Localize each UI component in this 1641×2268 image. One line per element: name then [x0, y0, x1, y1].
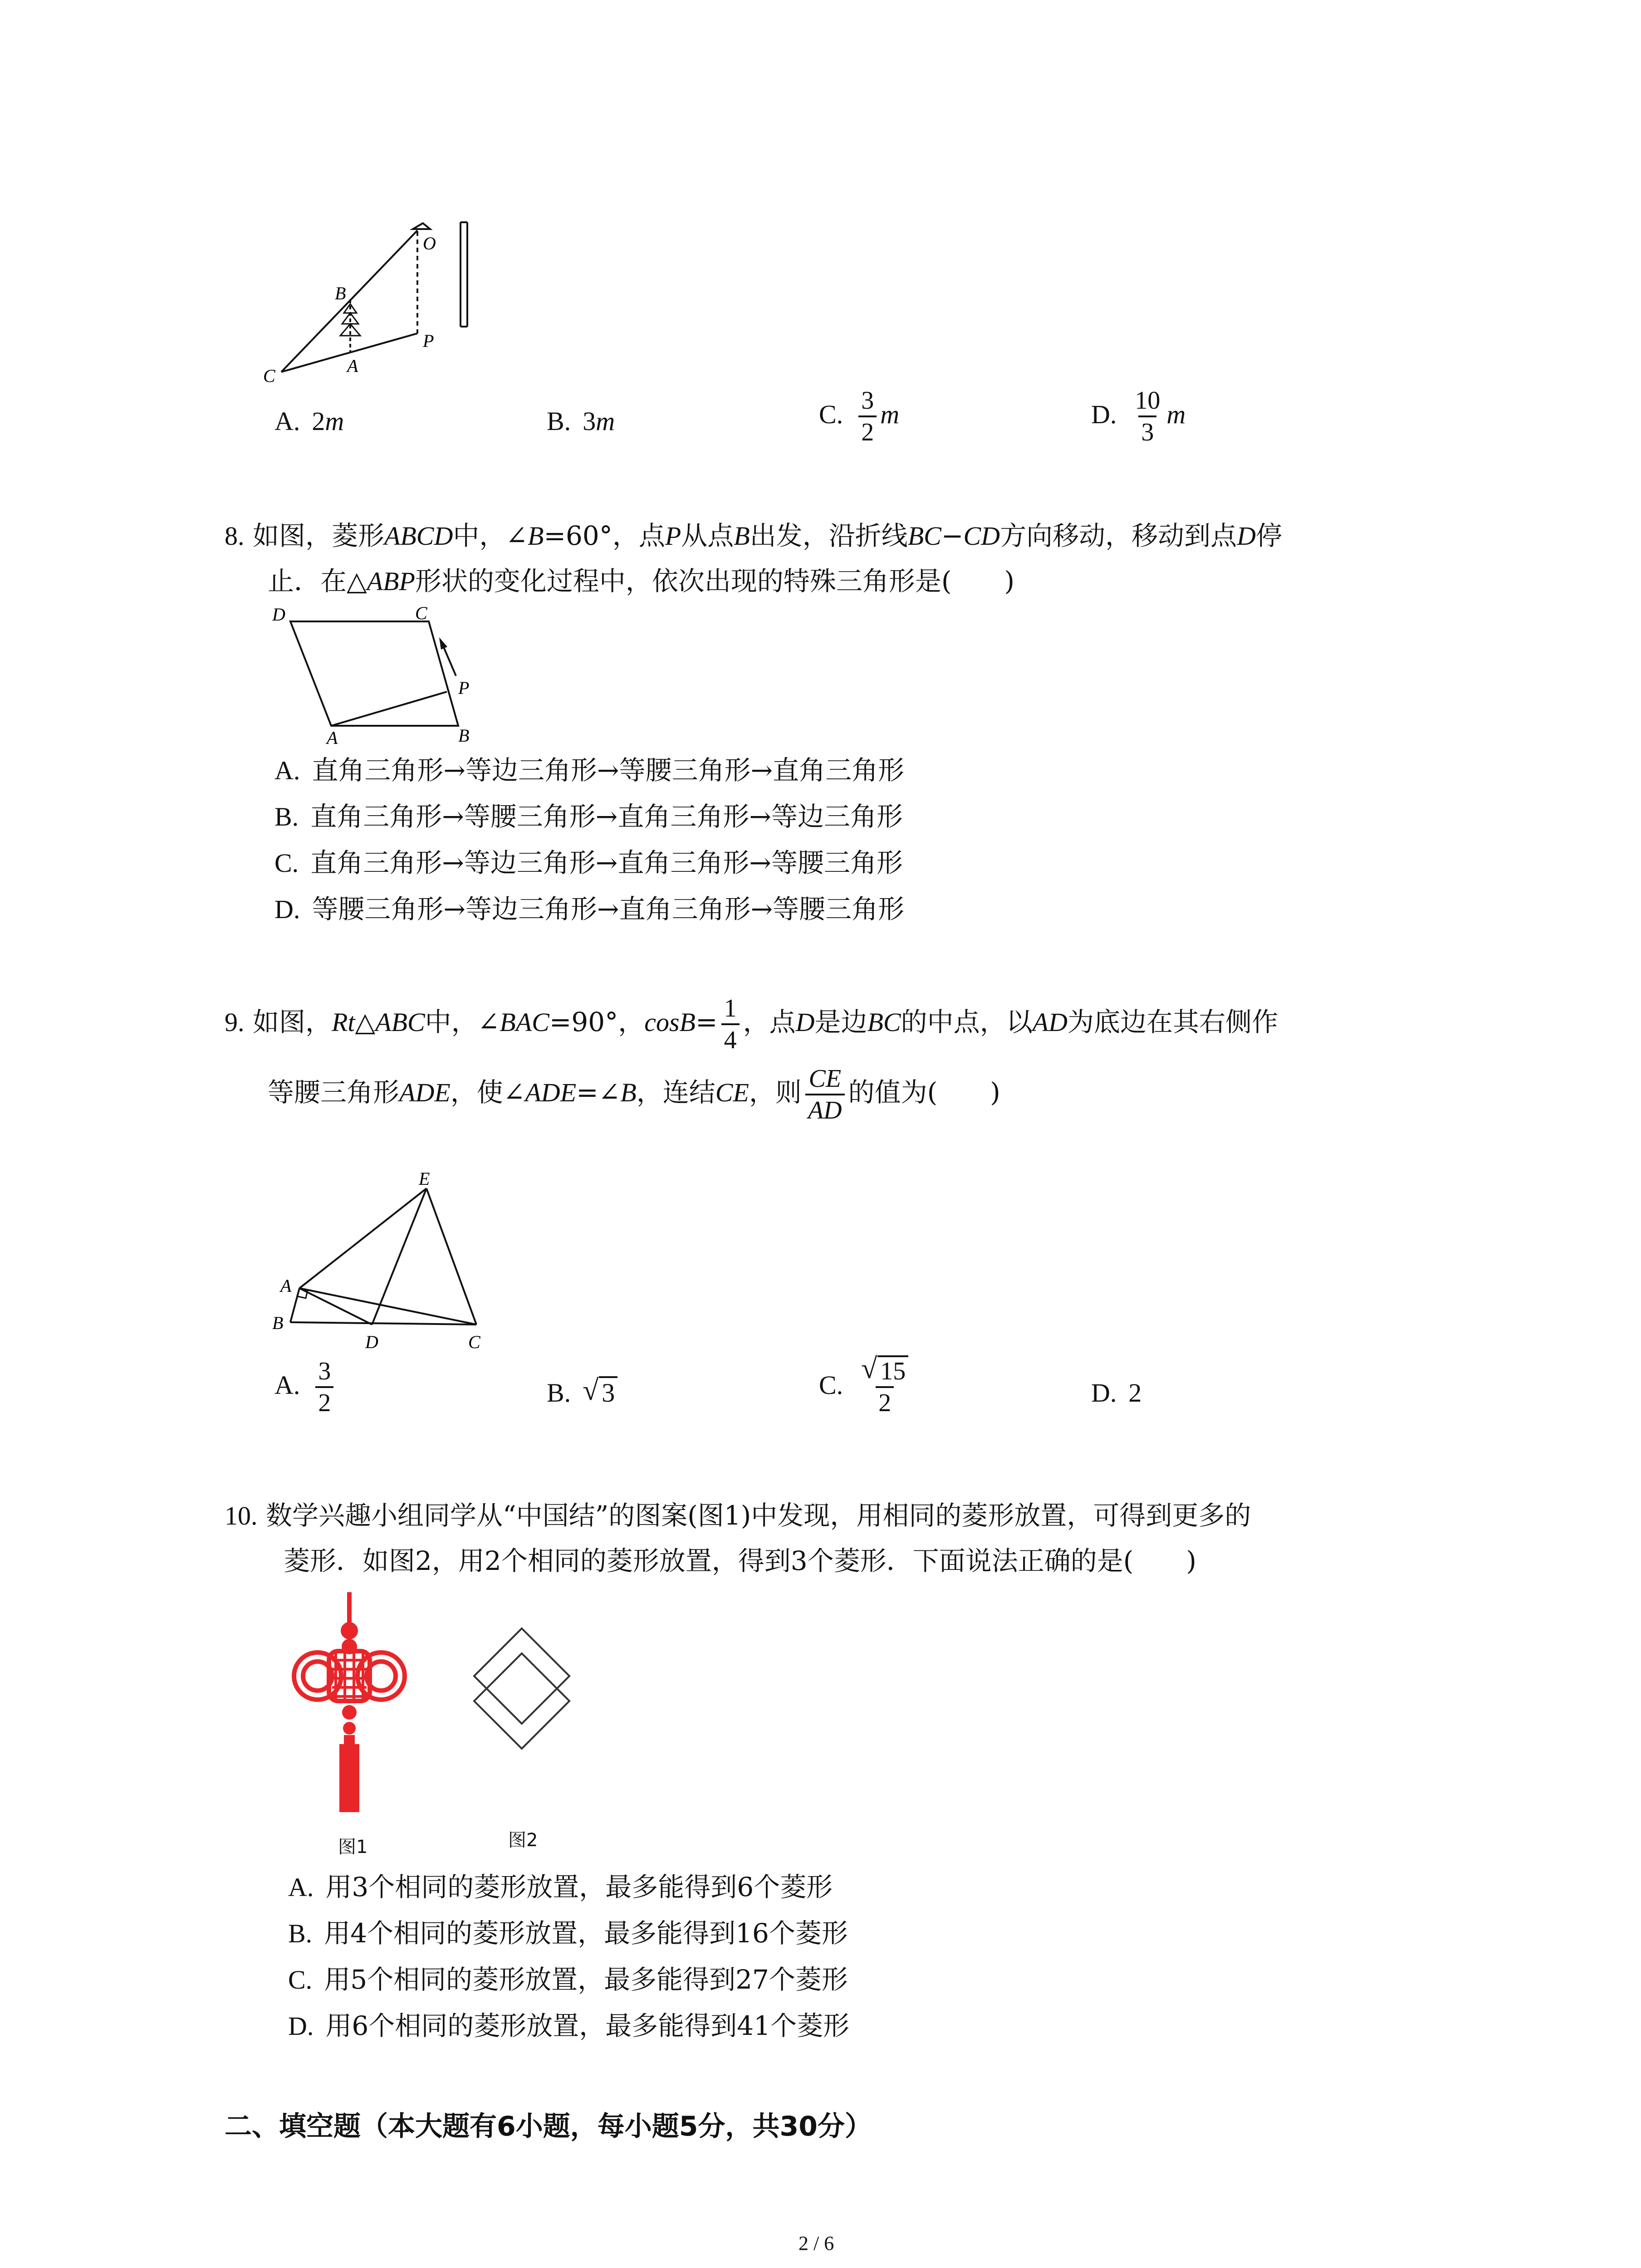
q9-option-d[interactable]: D. 2: [1091, 1378, 1142, 1408]
q10-stem-line2: 菱形．如图2，用2个相同的菱形放置，得到3个菱形．下面说法正确的是( ): [284, 1545, 1196, 1576]
q7-figure: [254, 213, 490, 395]
fig2-caption: 图2: [508, 1830, 538, 1851]
q8-label-a: A: [327, 728, 338, 748]
q9-option-c[interactable]: C. √ 15 2: [819, 1356, 915, 1418]
q10-option-a[interactable]: A. 用3个相同的菱形放置，最多能得到6个菱形: [288, 1872, 833, 1902]
q10-option-d[interactable]: D. 用6个相同的菱形放置，最多能得到41个菱形: [288, 2010, 850, 2041]
q7-label-p: P: [423, 331, 434, 351]
q9-figure: [263, 1170, 499, 1361]
q10-stem-line1: 10. 数学兴趣小组同学从“中国结”的图案(图1)中发现，用相同的菱形放置，可得到更多的: [225, 1500, 1251, 1531]
q9-label-b: B: [272, 1313, 284, 1333]
q8-label-c: C: [415, 603, 427, 623]
q8-stem-line2: 止．在△ABP形状的变化过程中，依次出现的特殊三角形是( ): [268, 566, 1015, 596]
q8-stem-line1: 8. 如图，菱形ABCD中，∠B=60°，点P从点B出发，沿折线BC−CD方向移动，移动到点D停: [225, 520, 1282, 551]
q9-label-e: E: [419, 1170, 430, 1189]
q9-stem-line2: 等腰三角形ADE，使∠ADE=∠B，连结CE，则 $\frac{CE}{AD}$ 的值为( ): [268, 1065, 1000, 1124]
q10-figure-2: [467, 1624, 576, 1760]
q8-label-b: B: [458, 725, 470, 746]
q7-label-o: O: [423, 233, 436, 254]
q9-label-d: D: [365, 1332, 378, 1352]
q9-label-a: A: [280, 1276, 292, 1296]
q8-option-c[interactable]: C. 直角三角形→等边三角形→直角三角形→等腰三角形: [274, 847, 903, 878]
fig1-caption: 图1: [338, 1837, 368, 1857]
q7-option-b[interactable]: B. 3m: [547, 406, 615, 436]
q8-figure: [263, 603, 517, 753]
q9-option-b[interactable]: B. √ 3: [547, 1374, 617, 1411]
q7-label-c: C: [263, 366, 275, 386]
q9-stem-line1: 9. 如图，Rt△ABC中，∠BAC=90°，cosB= $\frac{1}{4}$ ，点D是边BC的中点，以AD为底边在其右侧作: [225, 994, 1278, 1054]
q8-option-a[interactable]: A. 直角三角形→等边三角形→等腰三角形→直角三角形: [274, 755, 905, 786]
q9-option-a[interactable]: A. $\frac{3}{2}$: [274, 1356, 337, 1418]
page-number: 2 / 6: [798, 2232, 834, 2254]
q10-option-c[interactable]: C. 用5个相同的菱形放置，最多能得到27个菱形: [288, 1964, 848, 1995]
q10-option-b[interactable]: B. 用4个相同的菱形放置，最多能得到16个菱形: [288, 1918, 848, 1949]
q8-label-p: P: [458, 678, 470, 698]
q7-option-c[interactable]: C. $\frac{3}{2}$ m: [819, 386, 900, 446]
sqrt-icon: √: [583, 1374, 599, 1406]
q8-option-d[interactable]: D. 等腰三角形→等边三角形→直角三角形→等腰三角形: [274, 894, 905, 924]
q7-option-a[interactable]: A. 2m: [274, 406, 344, 436]
q7-option-d[interactable]: D. $\frac{10}{3}$ m: [1091, 386, 1186, 446]
q8-label-d: D: [272, 604, 285, 625]
q8-option-b[interactable]: B. 直角三角形→等腰三角形→直角三角形→等边三角形: [274, 801, 903, 832]
q7-label-a: A: [347, 356, 358, 376]
sqrt-icon: √: [861, 1352, 877, 1384]
q9-label-c: C: [468, 1332, 480, 1352]
chinese-knot-image: [281, 1588, 417, 1819]
q7-label-b: B: [335, 283, 346, 303]
section-heading: 二、填空题（本大题有6小题，每小题5分，共30分）: [225, 2111, 872, 2142]
